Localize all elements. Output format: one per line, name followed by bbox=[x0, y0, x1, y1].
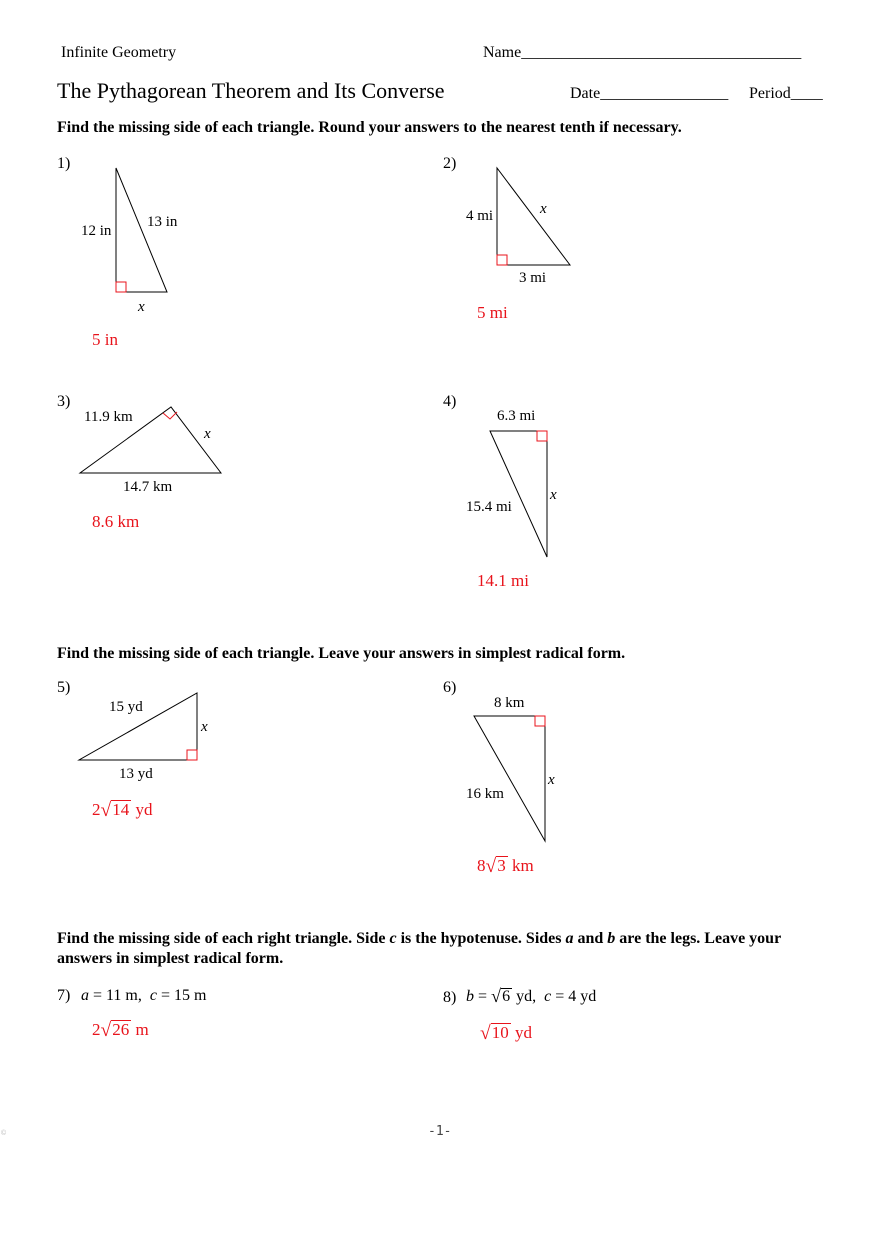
section-2-instructions: Find the missing side of each triangle. Leave your answers in simplest radical form. bbox=[57, 645, 626, 662]
triangle-2 bbox=[497, 168, 570, 265]
problem-3-answer: 8.6 km bbox=[92, 512, 140, 531]
date-field: Date________________ bbox=[570, 85, 729, 102]
problem-5-answer bbox=[92, 800, 152, 821]
radical: √26 bbox=[100, 1020, 130, 1041]
radical: √10 bbox=[480, 1023, 509, 1044]
radicand: 10 bbox=[491, 1023, 509, 1042]
answer-coefficient: 8 bbox=[477, 856, 486, 875]
problem-2-answer: 5 mi bbox=[477, 303, 508, 322]
problem-1-hyp-label: 13 in bbox=[147, 214, 178, 230]
problem-3-number: 3) bbox=[57, 393, 71, 410]
right-angle-mark-1 bbox=[116, 282, 126, 292]
problem-8-number: 8) bbox=[443, 989, 457, 1006]
problem-1-leg-label: 12 in bbox=[81, 223, 112, 239]
right-angle-mark-2 bbox=[497, 255, 507, 265]
problem-3-leg-label: 11.9 km bbox=[84, 409, 133, 425]
name-field: Name___________________________________ bbox=[483, 44, 802, 61]
problem-7-number: 7) bbox=[57, 987, 71, 1004]
radicand: 14 bbox=[112, 800, 130, 819]
radicand: 26 bbox=[112, 1020, 130, 1039]
radical: √3 bbox=[485, 856, 506, 877]
problem-4-variable: x bbox=[550, 487, 557, 503]
right-angle-mark-5 bbox=[187, 750, 197, 760]
problem-6-variable: x bbox=[548, 772, 555, 788]
triangle-6 bbox=[474, 716, 545, 841]
problem-1-answer: 5 in bbox=[92, 330, 118, 349]
problem-5-base-label: 13 yd bbox=[119, 766, 153, 782]
problem-2-base-label: 3 mi bbox=[519, 270, 547, 286]
page-number: -1- bbox=[428, 1124, 452, 1139]
section-3-instructions: Find the missing side of each right triangle. Side c is the hypotenuse. Sides a and b are the legs. Leave your answers in simplest radical form. bbox=[57, 930, 781, 967]
right-angle-mark-3 bbox=[163, 412, 177, 419]
problem-3-variable: x bbox=[204, 426, 211, 442]
answer-unit: yd bbox=[135, 800, 153, 819]
radical: √14 bbox=[100, 800, 130, 821]
problem-4-answer: 14.1 mi bbox=[477, 571, 529, 590]
problem-7-answer bbox=[92, 1020, 149, 1041]
answer-coefficient: 2 bbox=[92, 1020, 101, 1039]
problem-6-answer bbox=[477, 856, 534, 877]
problem-1-number: 1) bbox=[57, 155, 71, 172]
problem-4-number: 4) bbox=[443, 393, 457, 410]
right-angle-mark-4 bbox=[537, 431, 547, 441]
course-name: Infinite Geometry bbox=[61, 44, 177, 61]
problem-2-variable: x bbox=[540, 201, 547, 217]
answer-coefficient: 2 bbox=[92, 800, 101, 819]
problem-8-answer bbox=[480, 1023, 532, 1044]
answer-unit: km bbox=[511, 856, 534, 875]
problem-8-givens: b = √6 yd, c = 4 yd bbox=[466, 986, 597, 1006]
triangle-4 bbox=[490, 431, 547, 557]
radicand: 3 bbox=[497, 856, 506, 875]
problem-1-variable: x bbox=[138, 299, 145, 315]
page-title: The Pythagorean Theorem and Its Converse bbox=[57, 78, 445, 103]
problem-4-leg-label: 6.3 mi bbox=[497, 408, 536, 424]
problem-5-hyp-label: 15 yd bbox=[109, 699, 143, 715]
answer-unit: m bbox=[135, 1020, 149, 1039]
copyright-mark: © bbox=[1, 1130, 7, 1137]
problem-7-givens: a = 11 m, c = 15 m bbox=[81, 987, 207, 1004]
problem-4-hyp-label: 15.4 mi bbox=[466, 499, 512, 515]
answer-unit: yd bbox=[514, 1023, 532, 1042]
problem-3-hyp-label: 14.7 km bbox=[123, 479, 173, 495]
problem-2-leg-label: 4 mi bbox=[466, 208, 494, 224]
problem-5-variable: x bbox=[201, 719, 208, 735]
problem-6-leg-label: 8 km bbox=[494, 695, 525, 711]
problem-2-number: 2) bbox=[443, 155, 457, 172]
section-1-instructions: Find the missing side of each triangle. Round your answers to the nearest tenth if necessary. bbox=[57, 119, 682, 136]
problem-6-number: 6) bbox=[443, 679, 457, 696]
problem-6-hyp-label: 16 km bbox=[466, 786, 504, 802]
right-angle-mark-6 bbox=[535, 716, 545, 726]
problem-5-number: 5) bbox=[57, 679, 71, 696]
period-field: Period____ bbox=[749, 85, 823, 102]
